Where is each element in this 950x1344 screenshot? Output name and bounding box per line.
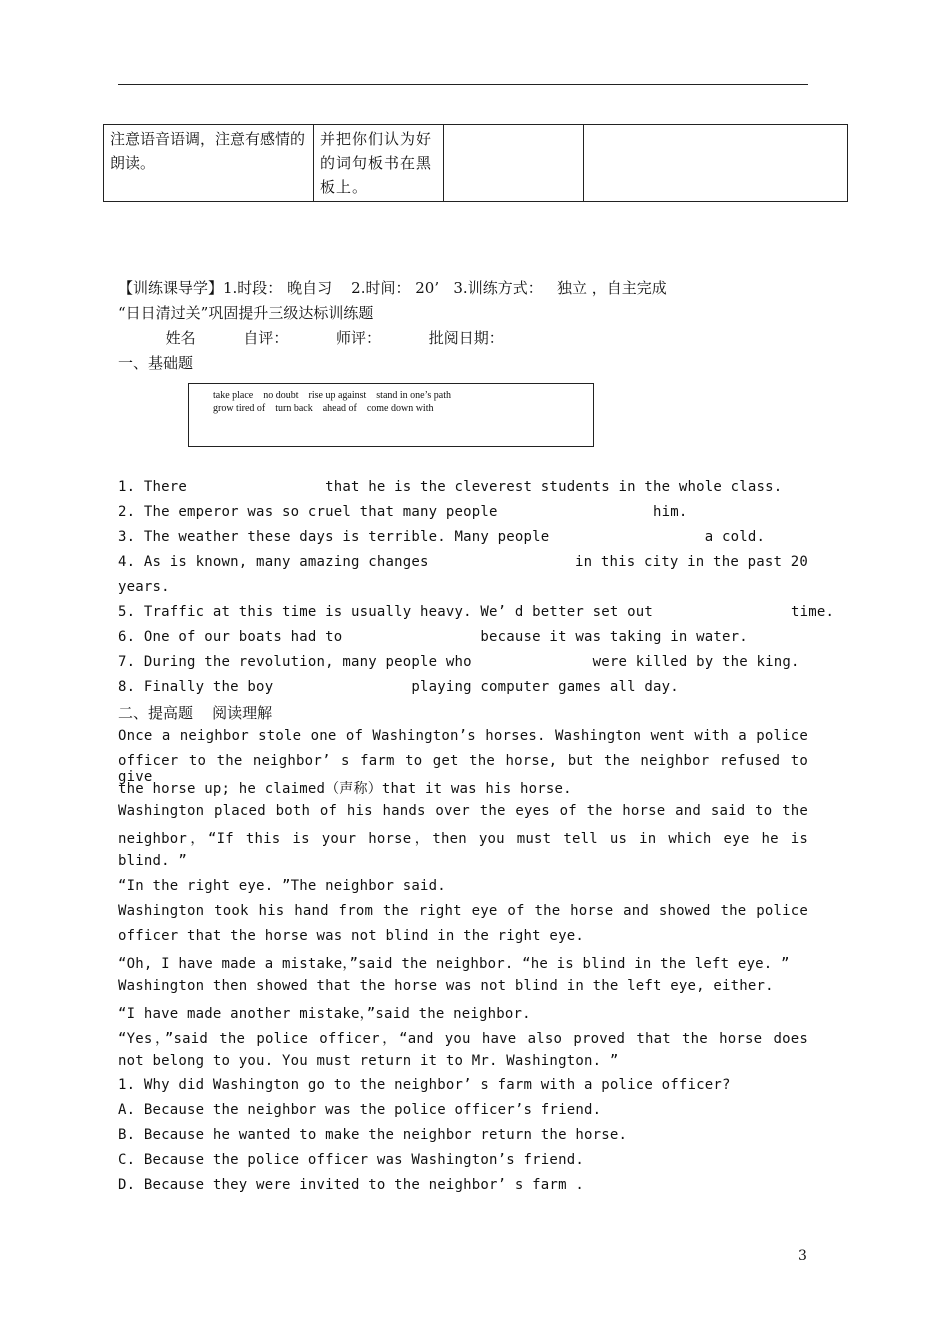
header-rule (118, 84, 808, 85)
option-c: C. Because the police officer was Washington’s friend. (118, 1152, 584, 1168)
page-number: 3 (798, 1248, 807, 1264)
exercise-4-tail: in this city in the past 20 (575, 554, 808, 570)
passage-line: “Oh, I have made a mistake，”said the neighbor. “he is blind in the left eye. ” (118, 956, 790, 972)
exercise-5: 5. Traffic at this time is usually heavy. We’ d better set out time. (118, 604, 835, 620)
passage-line: the horse up; he claimed（声称）that it was his horse. (118, 781, 572, 797)
exercise-6: 6. One of our boats had to because it was taking in water. (118, 629, 748, 645)
passage-line: blind. ” (118, 853, 188, 869)
exercise-4-cont: years. (118, 579, 170, 595)
exercise-1: 1. There that he is the cleverest students in the whole class. (118, 479, 783, 495)
passage-line: officer to the neighbor’ s farm to get the horse, but the neighbor refused to give (118, 753, 808, 785)
table-cell-2: 并把你们认为好的词句板书在黑板上。 (314, 125, 444, 202)
table-cell-3 (444, 125, 584, 202)
passage-line: Once a neighbor stole one of Washington’s horses. Washington went with a police (118, 728, 808, 744)
exercise-8: 8. Finally the boy playing computer games all day. (118, 679, 679, 695)
option-a: A. Because the neighbor was the police officer’s friend. (118, 1102, 602, 1118)
passage-line: not belong to you. You must return it to Mr. Washington. ” (118, 1053, 619, 1069)
passage-line: Washington placed both of his hands over the eyes of the horse and said to the (118, 803, 808, 819)
passage-line: Washington took his hand from the right eye of the horse and showed the police (118, 903, 808, 919)
exercise-4: 4. As is known, many amazing changes (118, 554, 429, 570)
exercise-2: 2. The emperor was so cruel that many people him. (118, 504, 688, 520)
passage-line: “I have made another mistake，”said the neighbor. (118, 1006, 531, 1022)
passage-line: “In the right eye. ”The neighbor said. (118, 878, 446, 894)
passage-line: Washington then showed that the horse was not blind in the left eye, either. (118, 978, 774, 994)
option-d: D. Because they were invited to the neighbor’ s farm . (118, 1177, 584, 1193)
table-cell-1: 注意语音语调，注意有感情的朗读。 (104, 125, 314, 202)
section1-title: 一、基础题 (118, 354, 194, 372)
training-header-line2: “日日清过关”巩固提升三级达标训练题 (118, 304, 374, 322)
training-header-line1: 【训练课导学】1.时段： 晚自习 2.时间： 20’ 3.训练方式： 独立 ，自主完成 (118, 279, 667, 297)
training-header-line3: 姓名 自评： 师评： 批阅日期： (118, 329, 504, 347)
passage-line: “Yes，”said the police officer，“and you have also proved that the horse does (118, 1031, 808, 1047)
question-stem: 1. Why did Washington go to the neighbor’ s farm with a police officer? (118, 1077, 731, 1093)
phrase-box (188, 383, 594, 447)
option-b: B. Because he wanted to make the neighbor return the horse. (118, 1127, 628, 1143)
section2-title: 二、提高题 阅读理解 (118, 704, 273, 722)
phrase-row-2: grow tired of turn back ahead of come down with (213, 403, 434, 414)
exercise-3: 3. The weather these days is terrible. Many people a cold. (118, 529, 766, 545)
passage-line: officer that the horse was not blind in the right eye. (118, 928, 584, 944)
phrase-row-1: take place no doubt rise up against stand in one’s path (213, 390, 452, 401)
passage-line: neighbor，“If this is your horse，then you must tell us in which eye he is (118, 831, 808, 847)
lesson-table (103, 124, 848, 202)
table-cell-4 (584, 125, 848, 202)
exercise-7: 7. During the revolution, many people who were killed by the king. (118, 654, 800, 670)
